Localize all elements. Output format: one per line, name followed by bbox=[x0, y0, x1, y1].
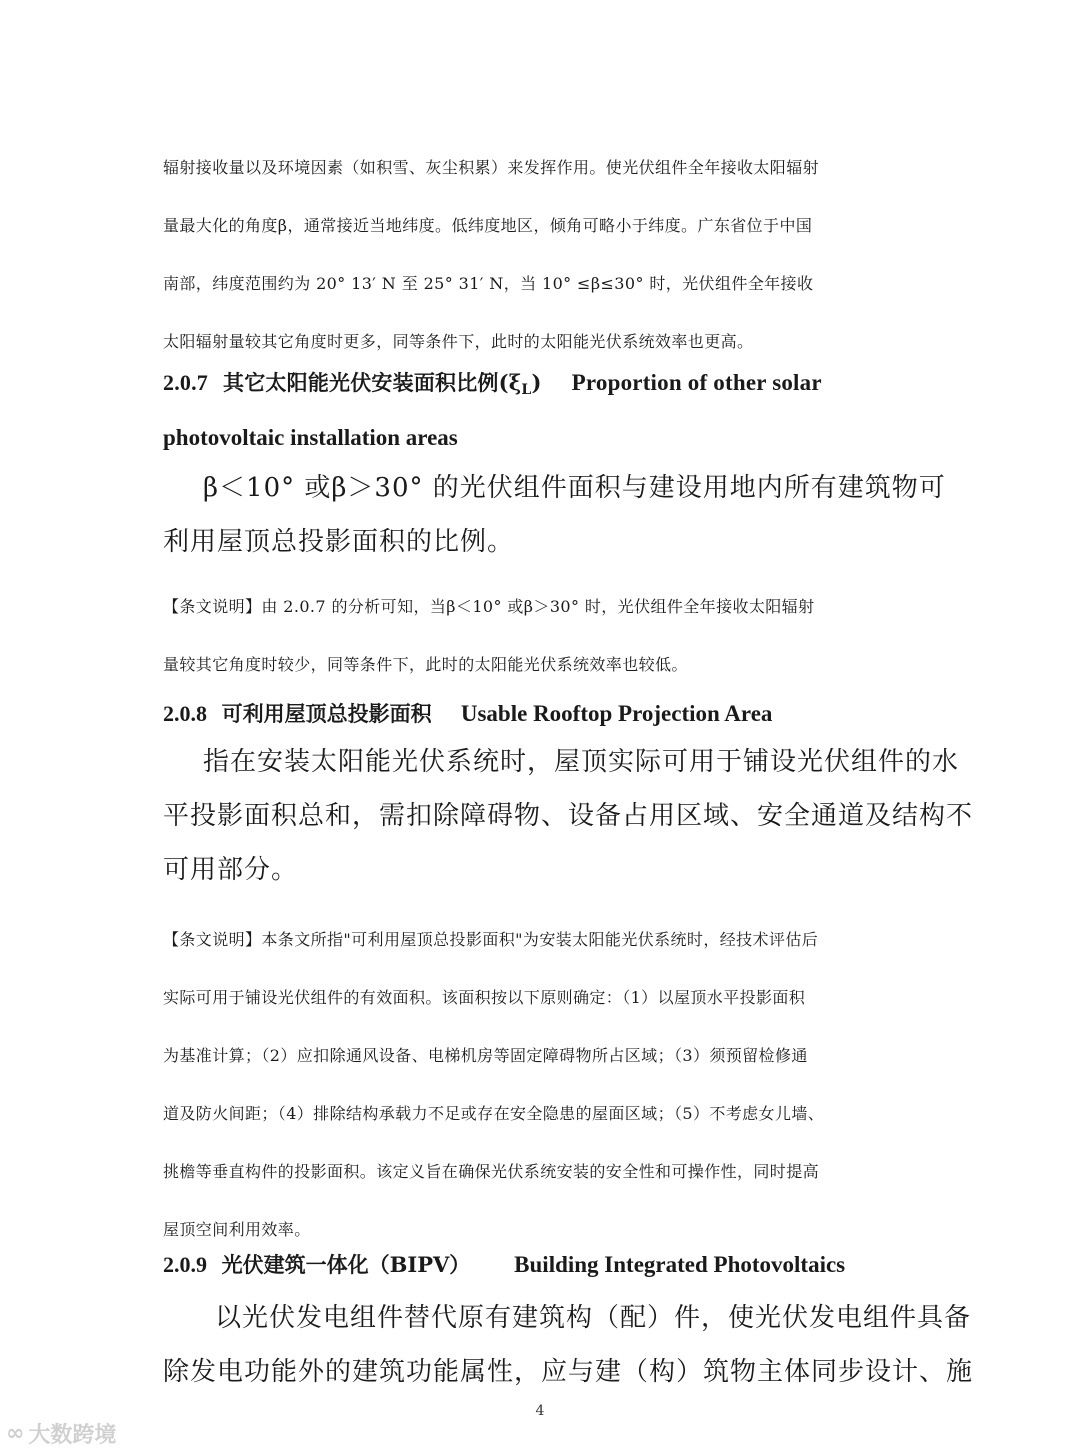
text-line: 可用部分。 bbox=[163, 855, 299, 885]
page-number: 4 bbox=[535, 1403, 545, 1419]
section-number: 2.0.9 bbox=[163, 1252, 207, 1277]
text-line: 平投影面积总和，需扣除障碍物、设备占用区域、安全通道及结构不 bbox=[163, 801, 974, 831]
text-line: 指在安装太阳能光伏系统时，屋顶实际可用于铺设光伏组件的水 bbox=[203, 747, 960, 777]
watermark-logo-icon: ∞ bbox=[6, 1421, 25, 1446]
text-line: 为基准计算；（2）应扣除通风设备、电梯机房等固定障碍物所占区域；（3）须预留检修通 bbox=[163, 1046, 808, 1065]
section-title-en: Proportion of other solar bbox=[571, 370, 822, 395]
text-line: 【条文说明】由 2.0.7 的分析可知，当β＜10° 或β＞30° 时，光伏组件全年接收太阳辐射 bbox=[163, 597, 815, 616]
text-line: 南部，纬度范围约为 20° 13′ N 至 25° 31′ N，当 10° ≤β≤30° 时，光伏组件全年接收 bbox=[163, 274, 814, 293]
text-line: 【条文说明】本条文所指"可利用屋顶总投影面积"为安装太阳能光伏系统时，经技术评估后 bbox=[163, 930, 819, 949]
section-number: 2.0.7 bbox=[163, 370, 208, 395]
section-title-en-cont: photovoltaic installation areas bbox=[163, 425, 458, 450]
definition-2-0-8 bbox=[163, 746, 974, 908]
intro-paragraph bbox=[163, 158, 923, 390]
text-line: 太阳辐射量较其它角度时更多，同等条件下，此时的太阳能光伏系统效率也更高。 bbox=[163, 332, 754, 351]
xi-symbol: ξ bbox=[508, 370, 522, 395]
close-paren: ) bbox=[531, 370, 542, 395]
section-title-cn: 可利用屋顶总投影面积 bbox=[221, 701, 432, 726]
text-line: 挑檐等垂直构件的投影面积。该定义旨在确保光伏系统安装的安全性和可操作性，同时提高 bbox=[163, 1162, 820, 1181]
watermark bbox=[6, 1418, 116, 1449]
section-heading-2-0-7-cont bbox=[163, 424, 923, 452]
text-line: 实际可用于铺设光伏组件的有效面积。该面积按以下原则确定：（1）以屋顶水平投影面积 bbox=[163, 988, 806, 1007]
section-title-cn: 光伏建筑一体化（BIPV） bbox=[221, 1252, 471, 1277]
text-line: 量最大化的角度β，通常接近当地纬度。低纬度地区，倾角可略小于纬度。广东省位于中国 bbox=[163, 216, 813, 235]
text-line: 辐射接收量以及环境因素（如积雪、灰尘积累）来发挥作用。使光伏组件全年接收太阳辐射 bbox=[163, 158, 820, 177]
watermark-text: 大数跨境 bbox=[28, 1423, 117, 1448]
definition-2-0-9 bbox=[163, 1302, 974, 1410]
text-line: β＜10° 或β＞30° 的光伏组件面积与建设用地内所有建筑物可 bbox=[203, 473, 946, 503]
section-title-en: Building Integrated Photovoltaics bbox=[514, 1252, 846, 1277]
section-number: 2.0.8 bbox=[163, 701, 207, 726]
text-line: 道及防火间距；（4）排除结构承载力不足或存在安全隐患的屋面区域；（5）不考虑女儿墙、 bbox=[163, 1104, 825, 1123]
text-line: 利用屋顶总投影面积的比例。 bbox=[163, 527, 515, 557]
text-line: 以光伏发电组件替代原有建筑构（配）件，使光伏发电组件具备 bbox=[215, 1303, 972, 1333]
text-line: 量较其它角度时较少，同等条件下，此时的太阳能光伏系统效率也较低。 bbox=[163, 655, 688, 674]
note-2-0-8 bbox=[163, 930, 923, 1278]
text-line: 除发电功能外的建筑功能属性，应与建（构）筑物主体同步设计、施 bbox=[163, 1357, 974, 1387]
section-title-en: Usable Rooftop Projection Area bbox=[460, 701, 773, 726]
section-heading-2-0-8 bbox=[163, 700, 923, 728]
subscript: L bbox=[521, 382, 532, 398]
section-heading-2-0-9 bbox=[163, 1251, 923, 1279]
section-heading-2-0-7 bbox=[163, 369, 923, 404]
text-line: 屋顶空间利用效率。 bbox=[163, 1220, 311, 1239]
note-2-0-7 bbox=[163, 597, 923, 713]
definition-2-0-7 bbox=[163, 472, 946, 580]
section-title-cn: 其它太阳能光伏安装面积比例( bbox=[223, 370, 509, 395]
